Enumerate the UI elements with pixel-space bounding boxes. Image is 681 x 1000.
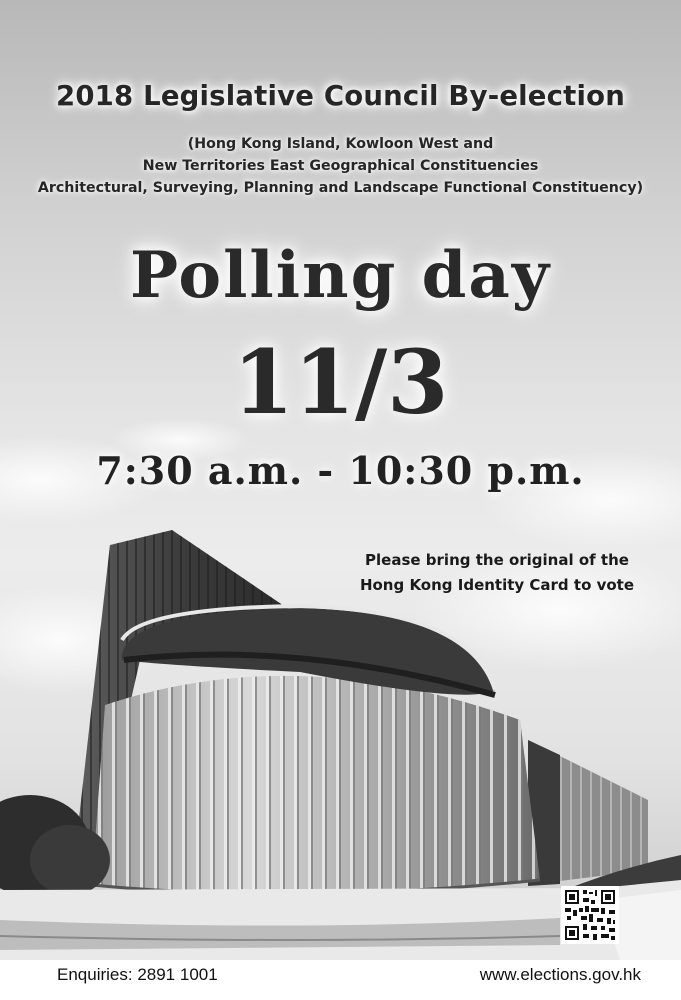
subtitle-line: New Territories East Geographical Constituencies (142, 158, 539, 174)
polling-date: 11/3 (232, 330, 449, 434)
subtitle-line: Architectural, Surveying, Planning and Landscape Functional Constituency) (37, 180, 644, 196)
subtitle-line: (Hong Kong Island, Kowloon West and (187, 136, 494, 152)
qr-code-icon[interactable] (561, 886, 619, 944)
enquiries-phone: Enquiries: 2891 1001 (57, 965, 218, 984)
identity-card-notice (332, 548, 662, 598)
event-title: 2018 Legislative Council By-election (55, 80, 625, 112)
polling-hours: 7:30 a.m. - 10:30 p.m. (96, 448, 585, 493)
notice-line: Hong Kong Identity Card to vote (359, 576, 635, 594)
website-link[interactable]: www.elections.gov.hk (479, 965, 641, 984)
constituencies-subtitle (0, 133, 681, 199)
polling-day-heading: Polling day (130, 238, 551, 313)
notice-line: Please bring the original of the (365, 551, 629, 569)
